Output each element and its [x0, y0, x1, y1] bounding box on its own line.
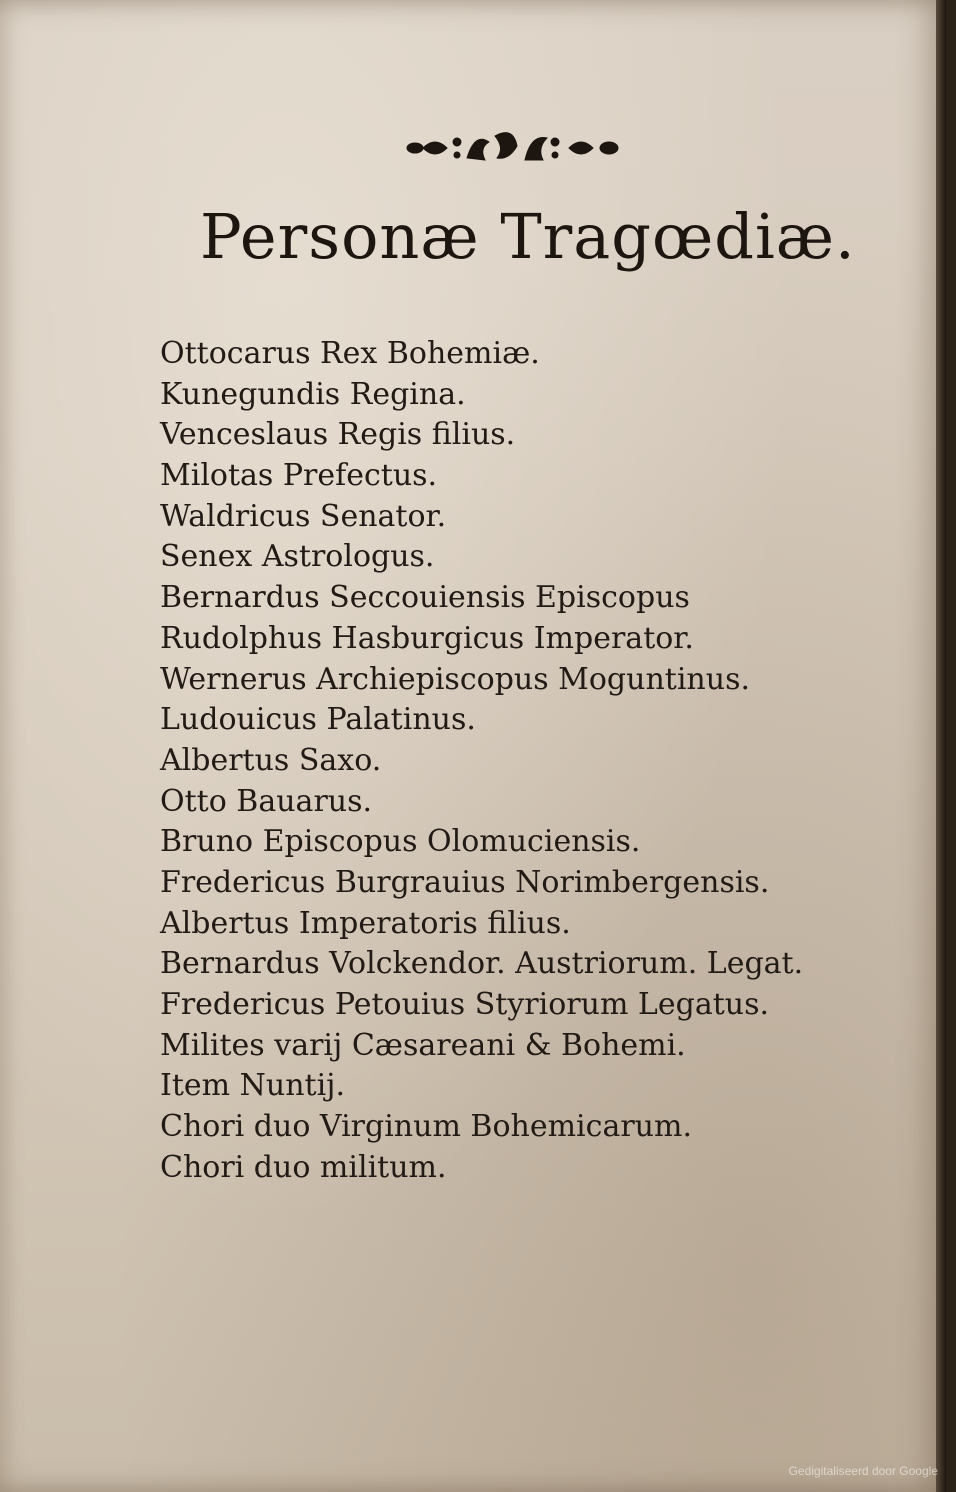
list-item: Ottocarus Rex Bohemiæ. [160, 336, 540, 371]
digitization-watermark: Gedigitaliseerd door Google [788, 1464, 938, 1478]
list-item: Otto Bauarus. [160, 783, 373, 819]
list-item: Rudolphus Hasburgicus Imperator. [160, 620, 694, 656]
list-item: Item Nuntij. [160, 1068, 346, 1104]
list-item: Milites varij Cæsareani & Bohemi. [160, 1027, 686, 1063]
list-item: Kunegundis Regina. [160, 376, 466, 412]
list-item: Bernardus Volckendor. Austriorum. Legat. [160, 946, 804, 982]
list-item: Fredericus Petouius Styriorum Legatus. [160, 987, 770, 1022]
list-item: Chori duo Virginum Bohemicarum. [160, 1109, 692, 1145]
list-item: Albertus Imperatoris filius. [160, 905, 571, 941]
list-item: Albertus Saxo. [160, 742, 382, 778]
list-item: Chori duo militum. [160, 1149, 447, 1185]
list-item: Fredericus Burgrauius Norimbergensis. [160, 864, 770, 900]
page-title: Personæ Tragœdiæ. [200, 200, 856, 273]
list-item: Waldricus Senator. [160, 498, 447, 534]
page-edge [936, 0, 946, 1492]
list-item: Senex Astrologus. [160, 539, 435, 575]
list-item: Venceslaus Regis filius. [160, 417, 516, 453]
list-item: Milotas Prefectus. [160, 458, 438, 494]
list-item: Bernardus Seccouiensis Episcopus [160, 580, 690, 616]
cast-list [160, 334, 860, 1188]
list-item: Ludouicus Palatinus. [160, 702, 476, 738]
list-item: Wernerus Archiepiscopus Moguntinus. [160, 661, 750, 697]
list-item: Bruno Episcopus Olomuciensis. [160, 824, 641, 860]
fleuron-ornament-icon [405, 128, 621, 168]
